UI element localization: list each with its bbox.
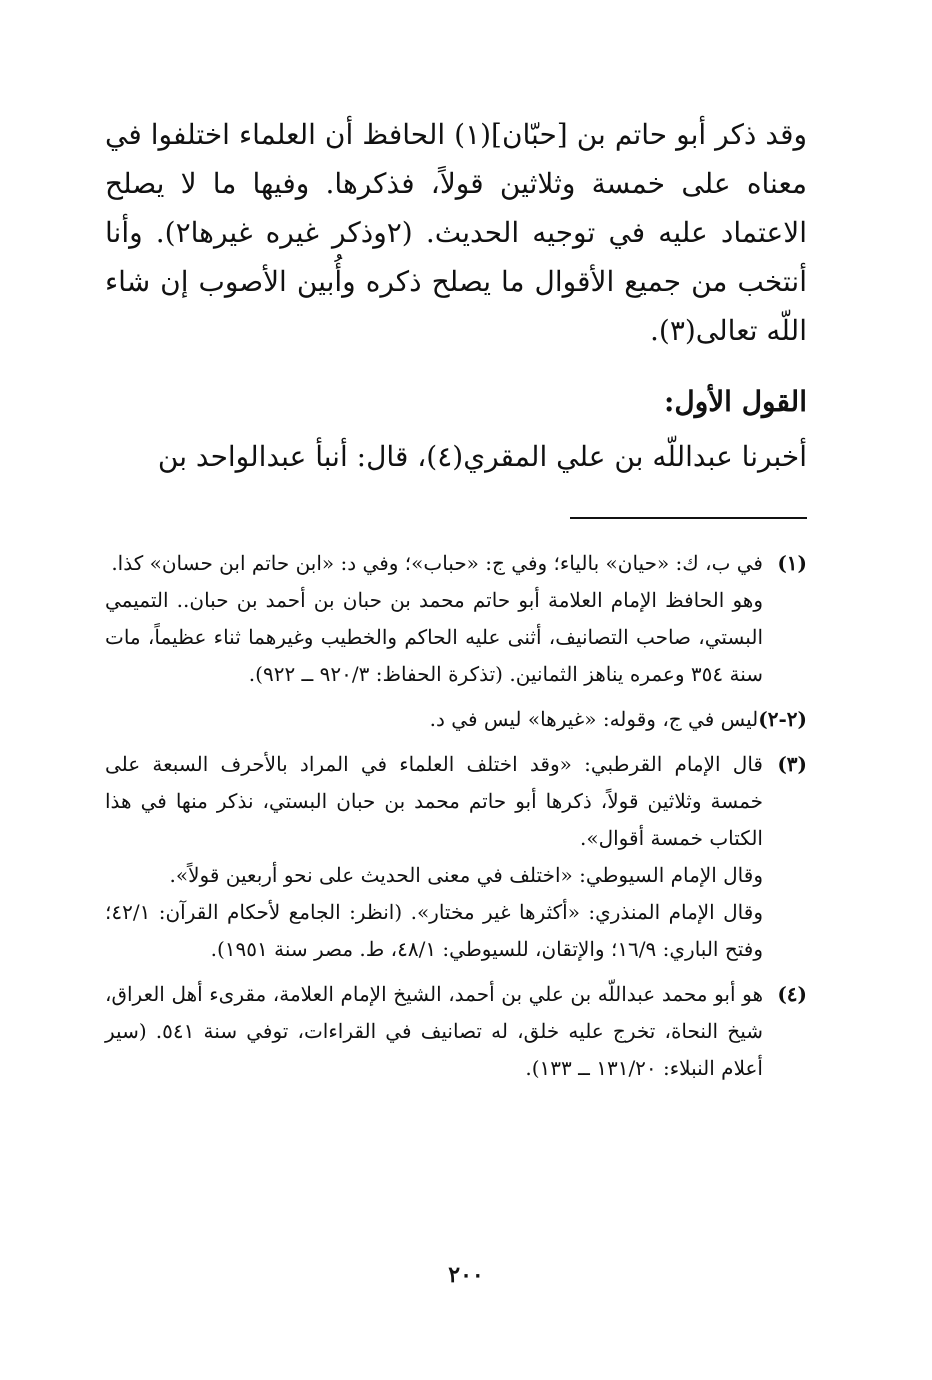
section-heading: القول الأول: — [664, 385, 807, 418]
footnote-1 — [105, 545, 807, 693]
footnote-3 — [105, 746, 807, 968]
footnote-number: (٣) — [777, 752, 807, 776]
main-paragraph-2: أخبرنا عبداللّه بن علي المقري(٤)، قال: أنبأ عبدالواحد بن — [157, 440, 807, 473]
footnote-text: في ب، ك: «حيان» بالياء؛ وفي ج: «حباب»؛ وفي د: «ابن حاتم ابن حسان» كذا. — [111, 551, 763, 575]
footnote-text: وهو الحافظ الإمام العلامة أبو حاتم محمد بن حبان بن أحمد بن حبان.. التميمي البستي، صاحب التصانيف، أثنى عليه الحاكم والخطيب وغيرهما ثناء عظيماً، مات سنة ٣٥٤ وعمره يناهز الثمانين. (تذكرة الحفاظ: ٩٢٠/٣ ــ ٩٢٢). — [105, 588, 763, 686]
footnote-separator — [570, 517, 807, 519]
footnote-text: وقال الإمام السيوطي: «اختلف في معنى الحديث على نحو أربعين قولاً». — [169, 863, 763, 887]
footnote-text: هو أبو محمد عبداللّه بن علي بن أحمد، الشيخ الإمام العلامة، مقرىء أهل العراق، شيخ النحاة، تخرج عليه خلق، له تصانيف في القراءات، توفي سنة ٥٤١. (سير أعلام النبلاء: ١٣١/٢٠ ــ ١٣٣). — [105, 982, 763, 1080]
footnote-number: (٢-٢) — [758, 707, 807, 731]
footnote-text: وقال الإمام المنذري: «أكثرها غير مختار». (انظر: الجامع لأحكام القرآن: ٤٢/١؛ وفتح الباري: ١٦/٩؛ والإتقان، للسيوطي: ٤٨/١، ط. مصر سنة ١٩٥١). — [105, 900, 763, 961]
main-paragraph-1: وقد ذكر أبو حاتم بن [حبّان](١) الحافظ أن العلماء اختلفوا في معناه على خمسة وثلاثين قولاً، فذكرها. وفيها ما لا يصلح الاعتماد عليه في توجيه الحديث. (٢وذكر غيره غيرها٢). وأنا أنتخب من جميع الأقوال ما يصلح ذكره وأُبين الأصوب إن شاء اللّه تعالى(٣). — [105, 118, 807, 347]
footnote-4 — [105, 976, 807, 1087]
footnotes — [105, 545, 807, 1087]
footnote-number: (٤) — [777, 982, 807, 1006]
footnote-number: (١) — [777, 551, 807, 575]
footnote-text: ليس في ج، وقوله: «غيرها» ليس في د. — [429, 707, 759, 731]
page-number: ٢٠٠ — [448, 1262, 484, 1288]
footnote-text: قال الإمام القرطبي: «وقد اختلف العلماء في المراد بالأحرف السبعة على خمسة وثلاثين قولاً، ذكرها أبو حاتم محمد بن حبان البستي، نذكر منها في هذا الكتاب خمسة أقوال». — [105, 752, 763, 850]
main-text — [105, 110, 807, 481]
footnote-2 — [105, 701, 807, 738]
